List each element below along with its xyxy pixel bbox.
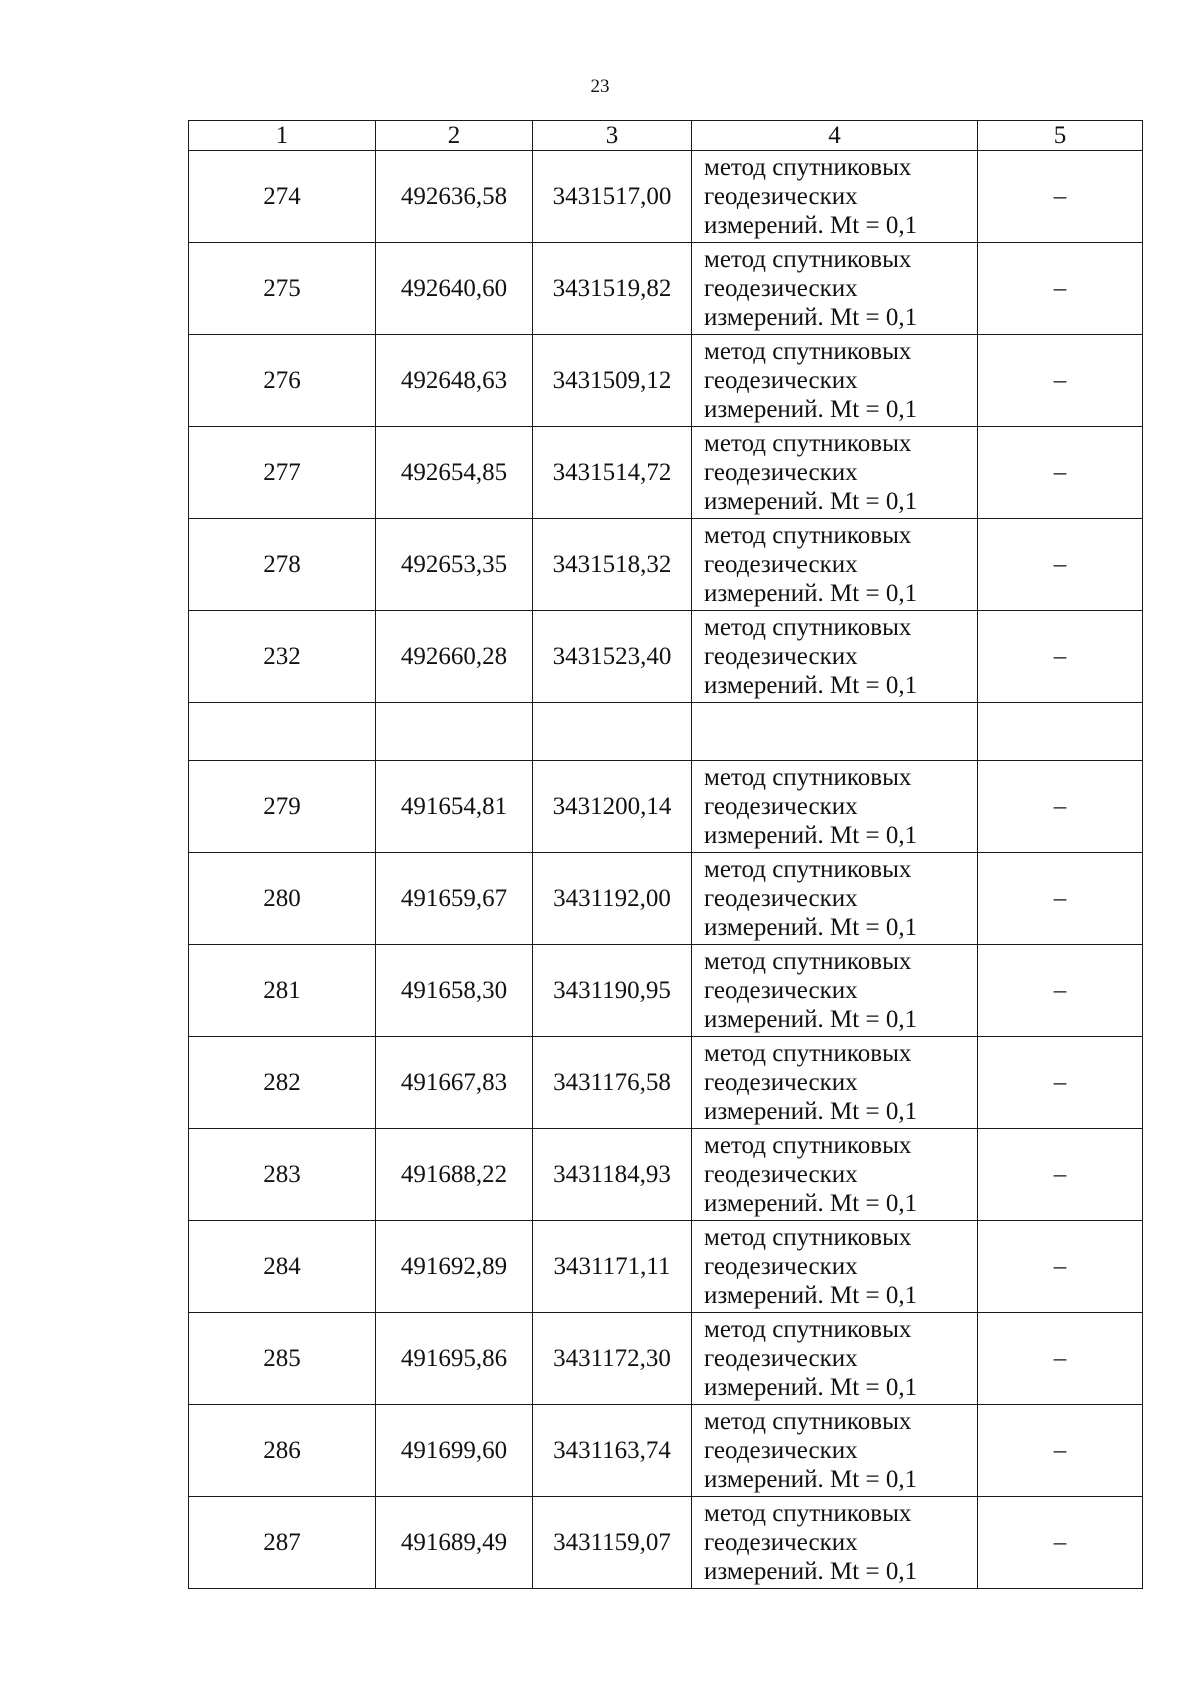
method-cell	[692, 945, 978, 1037]
note-cell: –	[978, 1497, 1143, 1589]
method-cell	[692, 611, 978, 703]
point-number-cell: 274	[189, 151, 376, 243]
method-text-line: геодезических	[704, 367, 858, 394]
point-number-cell: 281	[189, 945, 376, 1037]
method-cell	[692, 243, 978, 335]
method-text-line: геодезических	[704, 1069, 858, 1096]
table-row	[189, 611, 1143, 703]
method-text-line: измерений. Mt = 0,1	[704, 1282, 918, 1309]
table-row	[189, 761, 1143, 853]
method-cell	[692, 1129, 978, 1221]
y-coordinate-cell: 3431523,40	[533, 611, 692, 703]
y-coordinate-cell: 3431509,12	[533, 335, 692, 427]
method-text-line: геодезических	[704, 1529, 858, 1556]
x-coordinate-cell: 491667,83	[376, 1037, 533, 1129]
method-text-line: метод спутниковых	[704, 522, 912, 549]
method-text-line: метод спутниковых	[704, 1040, 912, 1067]
table-header	[189, 121, 1143, 151]
point-number-cell: 277	[189, 427, 376, 519]
method-cell	[692, 1497, 978, 1589]
note-cell: –	[978, 853, 1143, 945]
method-text-line: измерений. Mt = 0,1	[704, 580, 918, 607]
note-cell: –	[978, 761, 1143, 853]
method-cell	[692, 853, 978, 945]
note-cell: –	[978, 335, 1143, 427]
method-text-line: геодезических	[704, 977, 858, 1004]
table-body	[189, 151, 1143, 1589]
method-cell	[692, 1313, 978, 1405]
table-row	[189, 243, 1143, 335]
note-cell: –	[978, 243, 1143, 335]
method-cell	[692, 427, 978, 519]
method-text-line: измерений. Mt = 0,1	[704, 1466, 918, 1493]
table-cell-empty	[692, 703, 978, 761]
point-number-cell: 283	[189, 1129, 376, 1221]
point-number-cell: 275	[189, 243, 376, 335]
header-col-2: 2	[376, 121, 533, 151]
y-coordinate-cell: 3431514,72	[533, 427, 692, 519]
point-number-cell: 276	[189, 335, 376, 427]
note-cell: –	[978, 151, 1143, 243]
method-text-line: измерений. Mt = 0,1	[704, 1006, 918, 1033]
method-text-line: метод спутниковых	[704, 948, 912, 975]
note-cell: –	[978, 1313, 1143, 1405]
header-col-3: 3	[533, 121, 692, 151]
x-coordinate-cell: 491695,86	[376, 1313, 533, 1405]
coordinates-table	[188, 120, 1143, 1589]
y-coordinate-cell: 3431190,95	[533, 945, 692, 1037]
method-text-line: геодезических	[704, 885, 858, 912]
table-row	[189, 1497, 1143, 1589]
table-row	[189, 1313, 1143, 1405]
method-text-line: метод спутниковых	[704, 764, 912, 791]
x-coordinate-cell: 491692,89	[376, 1221, 533, 1313]
method-text-line: измерений. Mt = 0,1	[704, 488, 918, 515]
method-text-line: измерений. Mt = 0,1	[704, 304, 918, 331]
table-row	[189, 1129, 1143, 1221]
method-cell	[692, 1037, 978, 1129]
point-number-cell: 285	[189, 1313, 376, 1405]
y-coordinate-cell: 3431163,74	[533, 1405, 692, 1497]
x-coordinate-cell: 491688,22	[376, 1129, 533, 1221]
y-coordinate-cell: 3431184,93	[533, 1129, 692, 1221]
method-cell	[692, 1405, 978, 1497]
x-coordinate-cell: 491689,49	[376, 1497, 533, 1589]
method-text-line: метод спутниковых	[704, 1224, 912, 1251]
point-number-cell: 282	[189, 1037, 376, 1129]
point-number-cell: 280	[189, 853, 376, 945]
method-text-line: метод спутниковых	[704, 430, 912, 457]
method-cell	[692, 151, 978, 243]
note-cell: –	[978, 1405, 1143, 1497]
table-row	[189, 335, 1143, 427]
table-row	[189, 1405, 1143, 1497]
x-coordinate-cell: 491699,60	[376, 1405, 533, 1497]
header-col-4: 4	[692, 121, 978, 151]
page-number: 23	[590, 76, 610, 97]
x-coordinate-cell: 492653,35	[376, 519, 533, 611]
x-coordinate-cell: 492640,60	[376, 243, 533, 335]
x-coordinate-cell: 492660,28	[376, 611, 533, 703]
header-row	[189, 121, 1143, 151]
x-coordinate-cell: 491658,30	[376, 945, 533, 1037]
method-text-line: геодезических	[704, 643, 858, 670]
method-text-line: геодезических	[704, 1161, 858, 1188]
point-number-cell: 286	[189, 1405, 376, 1497]
table-row	[189, 1037, 1143, 1129]
table-row	[189, 519, 1143, 611]
y-coordinate-cell: 3431518,32	[533, 519, 692, 611]
note-cell: –	[978, 1221, 1143, 1313]
method-text-line: метод спутниковых	[704, 1316, 912, 1343]
method-text-line: измерений. Mt = 0,1	[704, 1098, 918, 1125]
method-text-line: метод спутниковых	[704, 246, 912, 273]
method-text-line: метод спутниковых	[704, 856, 912, 883]
table-row	[189, 945, 1143, 1037]
method-text-line: метод спутниковых	[704, 1408, 912, 1435]
x-coordinate-cell: 492648,63	[376, 335, 533, 427]
note-cell: –	[978, 1129, 1143, 1221]
table-cell-empty	[189, 703, 376, 761]
method-text-line: измерений. Mt = 0,1	[704, 1374, 918, 1401]
method-text-line: геодезических	[704, 1345, 858, 1372]
method-cell	[692, 335, 978, 427]
method-cell	[692, 761, 978, 853]
y-coordinate-cell: 3431171,11	[533, 1221, 692, 1313]
note-cell: –	[978, 611, 1143, 703]
note-cell: –	[978, 945, 1143, 1037]
method-text-line: геодезических	[704, 1253, 858, 1280]
y-coordinate-cell: 3431172,30	[533, 1313, 692, 1405]
note-cell: –	[978, 519, 1143, 611]
point-number-cell: 278	[189, 519, 376, 611]
y-coordinate-cell: 3431200,14	[533, 761, 692, 853]
table-row-empty	[189, 703, 1143, 761]
method-text-line: измерений. Mt = 0,1	[704, 212, 918, 239]
note-cell: –	[978, 1037, 1143, 1129]
table-cell-empty	[376, 703, 533, 761]
method-text-line: геодезических	[704, 551, 858, 578]
table-row	[189, 427, 1143, 519]
table-cell-empty	[978, 703, 1143, 761]
method-text-line: измерений. Mt = 0,1	[704, 1558, 918, 1585]
method-text-line: геодезических	[704, 183, 858, 210]
table-cell-empty	[533, 703, 692, 761]
point-number-cell: 232	[189, 611, 376, 703]
method-text-line: метод спутниковых	[704, 338, 912, 365]
method-text-line: измерений. Mt = 0,1	[704, 914, 918, 941]
method-cell	[692, 519, 978, 611]
method-text-line: измерений. Mt = 0,1	[704, 822, 918, 849]
y-coordinate-cell: 3431192,00	[533, 853, 692, 945]
method-text-line: метод спутниковых	[704, 1500, 912, 1527]
point-number-cell: 284	[189, 1221, 376, 1313]
method-text-line: геодезических	[704, 459, 858, 486]
table-row	[189, 151, 1143, 243]
method-text-line: метод спутниковых	[704, 1132, 912, 1159]
x-coordinate-cell: 492654,85	[376, 427, 533, 519]
header-col-5: 5	[978, 121, 1143, 151]
method-text-line: геодезических	[704, 275, 858, 302]
point-number-cell: 287	[189, 1497, 376, 1589]
method-text-line: измерений. Mt = 0,1	[704, 1190, 918, 1217]
y-coordinate-cell: 3431519,82	[533, 243, 692, 335]
note-cell: –	[978, 427, 1143, 519]
y-coordinate-cell: 3431517,00	[533, 151, 692, 243]
x-coordinate-cell: 491659,67	[376, 853, 533, 945]
point-number-cell: 279	[189, 761, 376, 853]
x-coordinate-cell: 492636,58	[376, 151, 533, 243]
method-text-line: геодезических	[704, 1437, 858, 1464]
method-text-line: метод спутниковых	[704, 614, 912, 641]
method-text-line: геодезических	[704, 793, 858, 820]
method-cell	[692, 1221, 978, 1313]
table-row	[189, 853, 1143, 945]
x-coordinate-cell: 491654,81	[376, 761, 533, 853]
header-col-1: 1	[189, 121, 376, 151]
y-coordinate-cell: 3431159,07	[533, 1497, 692, 1589]
y-coordinate-cell: 3431176,58	[533, 1037, 692, 1129]
method-text-line: метод спутниковых	[704, 154, 912, 181]
method-text-line: измерений. Mt = 0,1	[704, 396, 918, 423]
method-text-line: измерений. Mt = 0,1	[704, 672, 918, 699]
table-row	[189, 1221, 1143, 1313]
